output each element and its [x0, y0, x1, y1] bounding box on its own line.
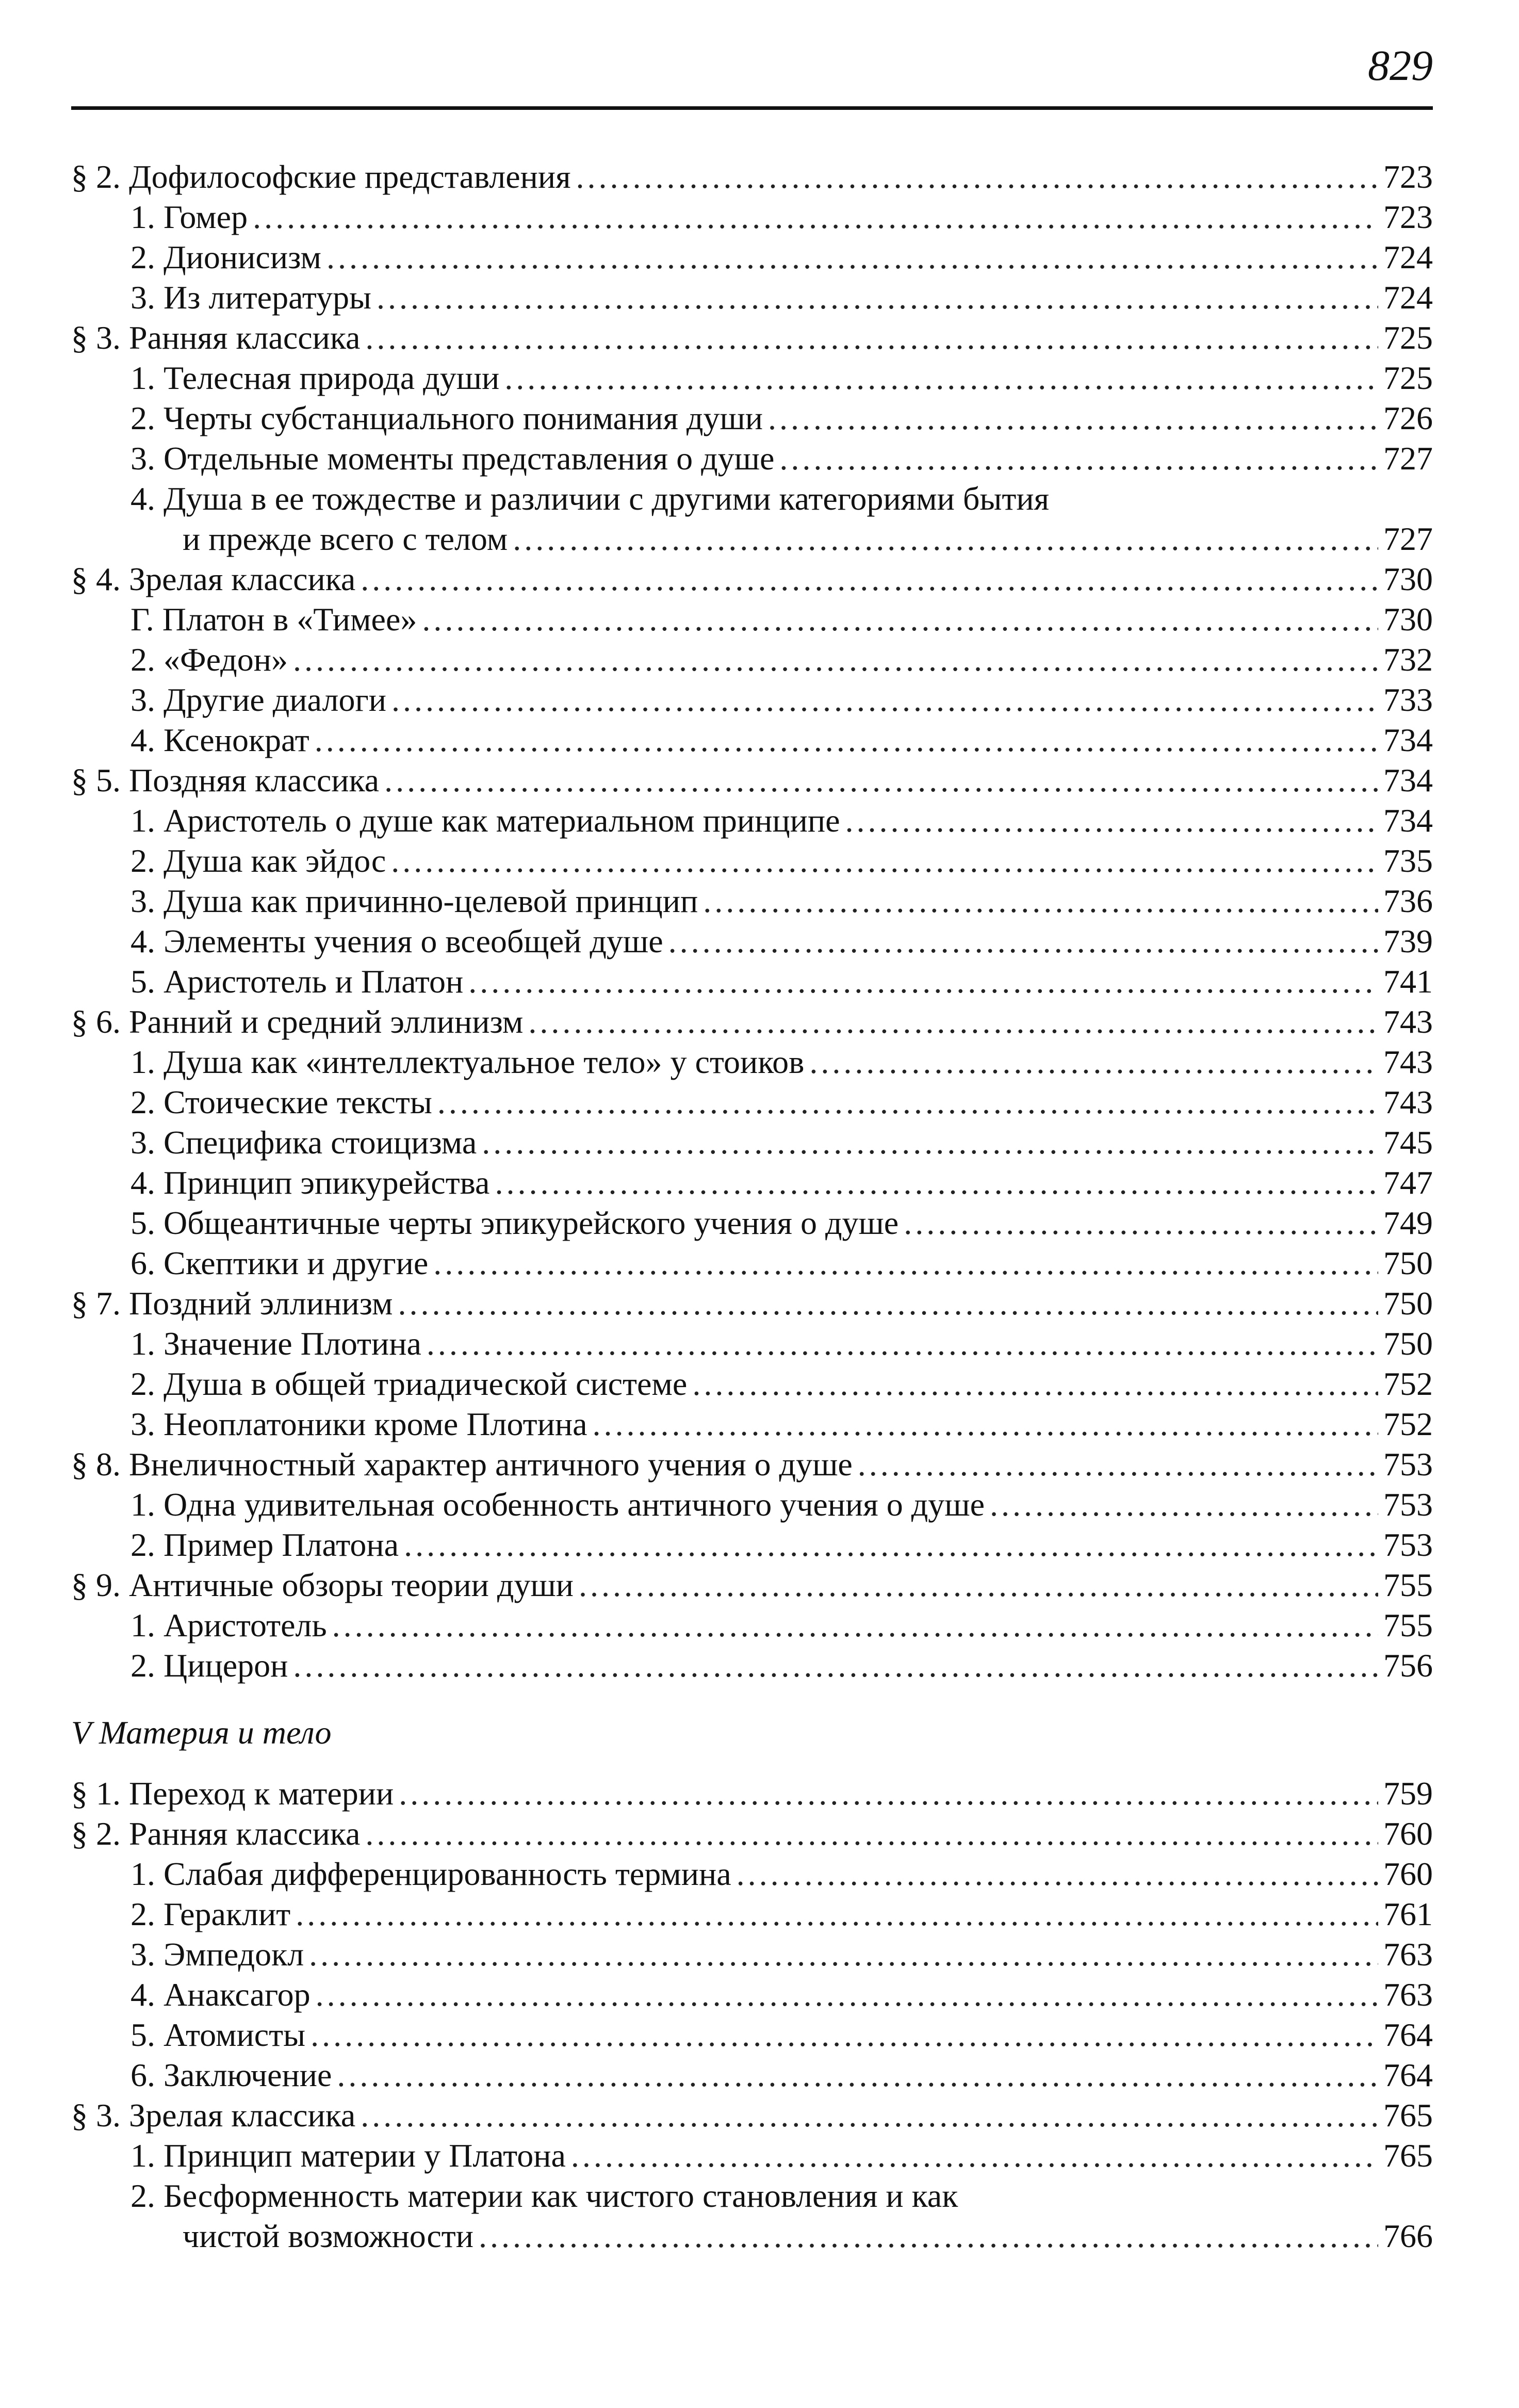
toc-entry-page-number: 753 — [1383, 1526, 1433, 1563]
toc-subsection-entry — [71, 2216, 1433, 2256]
dot-leader — [427, 1324, 1378, 1364]
toc-entry-label: 4. Принцип эпикурейства — [130, 1164, 490, 1201]
toc-subsection-entry — [71, 1605, 1433, 1646]
toc-entry-label: 2. Дионисизм — [130, 239, 321, 275]
toc-subsection-entry — [71, 1485, 1433, 1525]
toc-subsection-entry — [71, 2136, 1433, 2176]
toc-entry-label: 6. Скептики и другие — [130, 1245, 429, 1281]
toc-subsection-entry — [71, 1975, 1433, 2015]
toc-entry-label: 2. «Федон» — [130, 641, 288, 678]
toc-subsection-entry — [71, 1163, 1433, 1203]
dot-leader — [528, 1002, 1378, 1042]
toc-entry-page-number: 765 — [1383, 2097, 1433, 2134]
toc-entry-label: § 2. Дофилософские представления — [71, 158, 571, 195]
dot-leader — [513, 519, 1378, 559]
toc-entry-label: 5. Атомисты — [130, 2016, 306, 2053]
toc-subsection-entry — [71, 1934, 1433, 1975]
toc-section-entry — [71, 2095, 1433, 2136]
toc-entry-label: 2. Гераклит — [130, 1896, 291, 1932]
toc-entry-page-number: 747 — [1383, 1164, 1433, 1201]
toc-entry-page-number: 759 — [1383, 1775, 1433, 1812]
toc-subsection-entry — [71, 1364, 1433, 1404]
toc-entry-label: 1. Аристотель — [130, 1607, 327, 1644]
toc-entry-label: 2. Пример Платона — [130, 1526, 399, 1563]
toc-entry-label: 4. Анаксагор — [130, 1976, 311, 2013]
toc-entry-page-number: 752 — [1383, 1406, 1433, 1442]
toc-entry-label: § 5. Поздняя классика — [71, 762, 380, 799]
toc-entry-page-number: 734 — [1383, 802, 1433, 839]
toc-entry-label: 3. Эмпедокл — [130, 1936, 304, 1973]
toc-entry-page-number: 743 — [1383, 1084, 1433, 1120]
toc-entry-page-number: 756 — [1383, 1647, 1433, 1684]
toc-subsection-entry — [71, 2055, 1433, 2095]
header-rule — [71, 106, 1433, 110]
toc-subsection-entry — [71, 1525, 1433, 1565]
toc-subsection-entry — [71, 278, 1433, 318]
toc-entry-page-number: 764 — [1383, 2057, 1433, 2093]
toc-entry-page-number: 749 — [1383, 1205, 1433, 1241]
toc-entry-label: 2. Бесформенность материи как чистого становления и как — [130, 2177, 958, 2214]
toc-section-entry — [71, 760, 1433, 801]
toc-subsection-entry — [71, 1122, 1433, 1163]
dot-leader — [495, 1163, 1378, 1203]
toc-entry-page-number: 733 — [1383, 681, 1433, 718]
dot-leader — [404, 1525, 1378, 1565]
dot-leader — [399, 1774, 1378, 1814]
dot-leader — [398, 1283, 1378, 1324]
toc-section-entry — [71, 1002, 1433, 1042]
toc-subsection-entry — [71, 1404, 1433, 1444]
toc-entry-label: 3. Душа как причинно-целевой принцип — [130, 883, 698, 919]
dot-leader — [990, 1485, 1378, 1525]
toc-entry-label: § 6. Ранний и средний эллинизм — [71, 1003, 524, 1040]
toc-entry-label: 6. Заключение — [130, 2057, 332, 2093]
dot-leader — [391, 680, 1378, 720]
toc-entry-page-number: 763 — [1383, 1936, 1433, 1973]
dot-leader — [253, 197, 1378, 237]
toc-part-one — [71, 157, 1433, 1686]
dot-leader — [571, 2136, 1378, 2176]
toc-entry-page-number: 724 — [1383, 239, 1433, 275]
toc-section-entry — [71, 559, 1433, 599]
document-page — [71, 0, 1433, 2408]
toc-entry-label: § 2. Ранняя классика — [71, 1815, 361, 1852]
dot-leader — [315, 720, 1378, 760]
dot-leader — [296, 1894, 1378, 1934]
toc-entry-label: 5. Общеантичные черты эпикурейского учения о душе — [130, 1205, 899, 1241]
toc-subsection-entry — [71, 599, 1433, 640]
toc-entry-label: § 3. Ранняя классика — [71, 319, 361, 356]
dot-leader — [858, 1444, 1378, 1485]
table-of-contents — [71, 157, 1433, 2256]
toc-entry-label: § 4. Зрелая классика — [71, 561, 356, 597]
toc-section-entry — [71, 1814, 1433, 1854]
dot-leader — [437, 1082, 1378, 1122]
toc-subsection-entry — [71, 680, 1433, 720]
dot-leader — [579, 1565, 1378, 1605]
toc-entry-page-number: 743 — [1383, 1003, 1433, 1040]
dot-leader — [482, 1122, 1378, 1163]
dot-leader — [433, 1243, 1378, 1283]
toc-entry-label: 2. Черты субстанциального понимания души — [130, 400, 763, 436]
toc-entry-label: 2. Цицерон — [130, 1647, 288, 1684]
dot-leader — [337, 2055, 1378, 2095]
toc-subsection-entry — [71, 801, 1433, 841]
toc-entry-page-number: 755 — [1383, 1567, 1433, 1603]
dot-leader — [668, 921, 1378, 962]
toc-entry-page-number: 753 — [1383, 1446, 1433, 1483]
toc-entry-label: § 8. Внеличностный характер античного учения о душе — [71, 1446, 853, 1483]
dot-leader — [311, 2015, 1378, 2055]
dot-leader — [332, 1605, 1378, 1646]
toc-entry-label: 1. Гомер — [130, 199, 248, 235]
toc-entry-page-number: 760 — [1383, 1856, 1433, 1892]
toc-subsection-entry — [71, 841, 1433, 881]
dot-leader — [309, 1934, 1378, 1975]
toc-subsection-entry — [71, 1894, 1433, 1934]
dot-leader — [365, 1814, 1378, 1854]
toc-subsection-entry — [71, 640, 1433, 680]
toc-entry-page-number: 730 — [1383, 601, 1433, 638]
toc-subsection-entry — [71, 921, 1433, 962]
toc-entry-label: 4. Ксенократ — [130, 722, 309, 758]
toc-entry-page-number: 764 — [1383, 2016, 1433, 2053]
dot-leader — [737, 1854, 1378, 1894]
toc-section-entry — [71, 1774, 1433, 1814]
toc-entry-label: 3. Неоплатоники кроме Плотина — [130, 1406, 587, 1442]
toc-entry-label: 3. Из литературы — [130, 279, 371, 316]
dot-leader — [326, 237, 1378, 278]
toc-subsection-entry — [71, 237, 1433, 278]
toc-subsection-entry — [71, 1042, 1433, 1082]
toc-entry-label: 1. Значение Плотина — [130, 1325, 421, 1362]
toc-section-entry — [71, 1565, 1433, 1605]
toc-subsection-entry — [71, 962, 1433, 1002]
dot-leader — [845, 801, 1379, 841]
toc-entry-page-number: 745 — [1383, 1124, 1433, 1161]
dot-leader — [384, 760, 1378, 801]
toc-entry-page-number: 727 — [1383, 440, 1433, 477]
toc-entry-label: 4. Элементы учения о всеобщей душе — [130, 923, 663, 959]
toc-section-entry — [71, 1283, 1433, 1324]
dot-leader — [768, 398, 1378, 438]
dot-leader — [593, 1404, 1379, 1444]
toc-subsection-entry — [71, 2176, 1433, 2216]
toc-entry-label: 1. Одна удивительная особенность античного учения о душе — [130, 1486, 985, 1523]
dot-leader — [365, 318, 1378, 358]
dot-leader — [293, 1646, 1378, 1686]
dot-leader — [391, 841, 1378, 881]
dot-leader — [422, 599, 1378, 640]
toc-entry-page-number: 724 — [1383, 279, 1433, 316]
toc-entry-page-number: 734 — [1383, 762, 1433, 799]
toc-entry-label: 2. Душа как эйдос — [130, 842, 386, 879]
toc-subsection-entry — [71, 881, 1433, 921]
toc-entry-page-number: 761 — [1383, 1896, 1433, 1932]
toc-entry-page-number: 753 — [1383, 1486, 1433, 1523]
toc-subsection-entry — [71, 1646, 1433, 1686]
toc-entry-label: 2. Стоические тексты — [130, 1084, 432, 1120]
dot-leader — [779, 438, 1378, 479]
toc-entry-page-number: 726 — [1383, 400, 1433, 436]
dot-leader — [361, 2095, 1378, 2136]
toc-entry-label: 1. Принцип материи у Платона — [130, 2137, 566, 2174]
page-number: 829 — [1368, 42, 1433, 90]
toc-subsection-entry — [71, 1203, 1433, 1243]
toc-entry-label: и прежде всего с телом — [183, 520, 508, 557]
toc-part-two — [71, 1774, 1433, 2256]
toc-entry-page-number: 734 — [1383, 722, 1433, 758]
toc-entry-page-number: 723 — [1383, 158, 1433, 195]
toc-entry-page-number: 736 — [1383, 883, 1433, 919]
toc-entry-page-number: 725 — [1383, 319, 1433, 356]
toc-section-entry — [71, 318, 1433, 358]
toc-entry-label: 3. Отдельные моменты представления о душе — [130, 440, 775, 477]
toc-subsection-entry — [71, 1324, 1433, 1364]
toc-entry-label: 1. Аристотель о душе как материальном принципе — [130, 802, 840, 839]
toc-entry-label: 1. Душа как «интеллектуальное тело» у стоиков — [130, 1044, 805, 1080]
toc-subsection-entry — [71, 358, 1433, 398]
dot-leader — [293, 640, 1378, 680]
toc-entry-page-number: 750 — [1383, 1245, 1433, 1281]
dot-leader — [809, 1042, 1378, 1082]
toc-subsection-entry — [71, 1854, 1433, 1894]
toc-entry-label: 5. Аристотель и Платон — [130, 963, 464, 1000]
toc-entry-label: 3. Специфика стоицизма — [130, 1124, 477, 1161]
toc-entry-page-number: 766 — [1383, 2218, 1433, 2254]
toc-entry-page-number: 750 — [1383, 1325, 1433, 1362]
toc-entry-page-number: 735 — [1383, 842, 1433, 879]
dot-leader — [576, 157, 1378, 197]
toc-entry-label: 3. Другие диалоги — [130, 681, 386, 718]
toc-entry-label: Г. Платон в «Тимее» — [130, 601, 417, 638]
toc-subsection-entry — [71, 1243, 1433, 1283]
toc-entry-page-number: 730 — [1383, 561, 1433, 597]
dot-leader — [904, 1203, 1378, 1243]
section-heading: V Материя и тело — [71, 1714, 332, 1751]
dot-leader — [479, 2216, 1378, 2256]
toc-entry-label: § 3. Зрелая классика — [71, 2097, 356, 2134]
toc-subsection-entry — [71, 519, 1433, 559]
toc-entry-page-number: 727 — [1383, 520, 1433, 557]
toc-entry-label: 1. Слабая дифференцированность термина — [130, 1856, 731, 1892]
toc-section-entry — [71, 157, 1433, 197]
toc-subsection-entry — [71, 720, 1433, 760]
toc-entry-label: § 1. Переход к материи — [71, 1775, 394, 1812]
dot-leader — [316, 1975, 1378, 2015]
toc-entry-label: 1. Телесная природа души — [130, 360, 500, 396]
dot-leader — [361, 559, 1378, 599]
toc-entry-page-number: 763 — [1383, 1976, 1433, 2013]
toc-entry-page-number: 752 — [1383, 1365, 1433, 1402]
toc-entry-page-number: 755 — [1383, 1607, 1433, 1644]
toc-section-entry — [71, 1444, 1433, 1485]
toc-entry-page-number: 743 — [1383, 1044, 1433, 1080]
toc-entry-page-number: 739 — [1383, 923, 1433, 959]
toc-entry-label: 2. Душа в общей триадической системе — [130, 1365, 688, 1402]
dot-leader — [703, 881, 1378, 921]
toc-subsection-entry — [71, 197, 1433, 237]
toc-subsection-entry — [71, 438, 1433, 479]
toc-entry-label: чистой возможности — [183, 2218, 473, 2254]
toc-entry-page-number: 725 — [1383, 360, 1433, 396]
toc-subsection-entry — [71, 1082, 1433, 1122]
toc-subsection-entry — [71, 479, 1433, 519]
toc-entry-page-number: 750 — [1383, 1285, 1433, 1322]
toc-entry-label: 4. Душа в ее тождестве и различии с другими категориями бытия — [130, 480, 1050, 517]
toc-entry-page-number: 760 — [1383, 1815, 1433, 1852]
toc-entry-page-number: 723 — [1383, 199, 1433, 235]
dot-leader — [504, 358, 1378, 398]
toc-entry-label: § 9. Античные обзоры теории души — [71, 1567, 574, 1603]
toc-entry-label: § 7. Поздний эллинизм — [71, 1285, 393, 1322]
toc-subsection-entry — [71, 2015, 1433, 2055]
dot-leader — [377, 278, 1378, 318]
toc-entry-page-number: 765 — [1383, 2137, 1433, 2174]
toc-entry-page-number: 741 — [1383, 963, 1433, 1000]
toc-entry-page-number: 732 — [1383, 641, 1433, 678]
toc-subsection-entry — [71, 398, 1433, 438]
dot-leader — [468, 962, 1378, 1002]
dot-leader — [692, 1364, 1378, 1404]
